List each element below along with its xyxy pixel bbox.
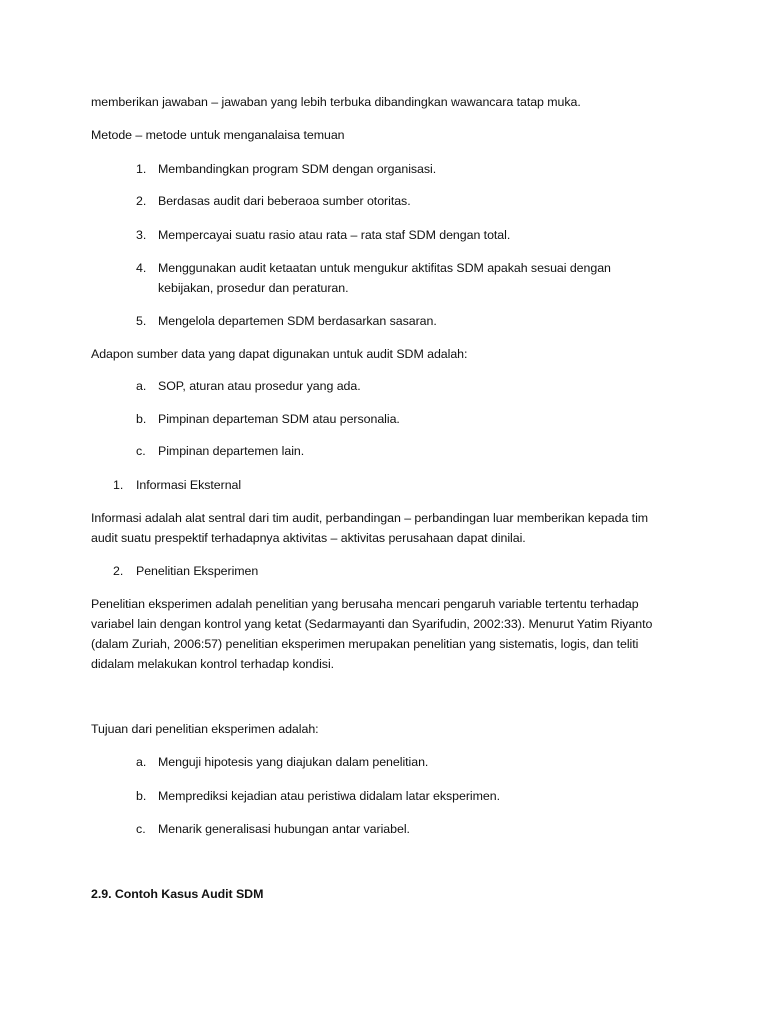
section-title: Informasi Eksternal xyxy=(136,478,242,492)
list-item-text: Pimpinan departeman SDM atau personalia. xyxy=(158,412,400,426)
methods-intro: Metode – metode untuk menganalaisa temuan xyxy=(91,128,345,142)
paragraph-line: Penelitian eksperimen adalah penelitian yang berusaha mencari pengaruh variable tertentu terhadap xyxy=(91,597,639,611)
sources-intro: Adapon sumber data yang dapat digunakan untuk audit SDM adalah: xyxy=(91,347,468,361)
paragraph-line: variabel lain dengan kontrol yang ketat (Sedarmayanti dan Syarifudin, 2002:33). Menurut Yatim Riyanto xyxy=(91,617,653,631)
goals-intro: Tujuan dari penelitian eksperimen adalah: xyxy=(91,722,319,736)
section-title: Penelitian Eksperimen xyxy=(136,564,259,578)
list-marker: c. xyxy=(136,822,146,836)
list-marker: 4. xyxy=(136,261,147,275)
paragraph-line: audit suatu prespektif terhadapnya aktivitas – aktivitas perusahaan dapat dinilai. xyxy=(91,531,526,545)
paragraph-line: Informasi adalah alat sentral dari tim audit, perbandingan – perbandingan luar memberikan kepada tim xyxy=(91,511,649,525)
list-item-text: Pimpinan departemen lain. xyxy=(158,444,305,458)
list-marker: 1. xyxy=(136,162,147,176)
list-marker: 5. xyxy=(136,314,147,328)
list-item-text: Menguji hipotesis yang diajukan dalam penelitian. xyxy=(158,755,429,769)
section-heading: 2.9. Contoh Kasus Audit SDM xyxy=(91,887,264,901)
paragraph-line: (dalam Zuriah, 2006:57) penelitian eksperimen merupakan penelitian yang sistematis, logis, dan teliti xyxy=(91,637,639,651)
section-marker: 2. xyxy=(113,564,124,578)
list-item-text: SOP, aturan atau prosedur yang ada. xyxy=(158,379,361,393)
paragraph-line: didalam melakukan kontrol terhadap kondisi. xyxy=(91,657,335,671)
list-item-text: Menggunakan audit ketaatan untuk mengukur aktifitas SDM apakah sesuai dengan xyxy=(158,261,611,275)
list-marker: 2. xyxy=(136,194,147,208)
list-marker: b. xyxy=(136,789,147,803)
list-marker: b. xyxy=(136,412,147,426)
list-item-text: Mempercayai suatu rasio atau rata – rata staf SDM dengan total. xyxy=(158,228,511,242)
list-item-text: Berdasas audit dari beberaoa sumber otoritas. xyxy=(158,194,411,208)
list-item-text: Menarik generalisasi hubungan antar variabel. xyxy=(158,822,410,836)
list-item-text: Mengelola departemen SDM berdasarkan sasaran. xyxy=(158,314,437,328)
list-item-text: Membandingkan program SDM dengan organisasi. xyxy=(158,162,437,176)
list-marker: a. xyxy=(136,755,147,769)
list-item-text: Memprediksi kejadian atau peristiwa didalam latar eksperimen. xyxy=(158,789,500,803)
list-item-text-continued: kebijakan, prosedur dan peraturan. xyxy=(158,281,349,295)
list-marker: 3. xyxy=(136,228,147,242)
list-marker: c. xyxy=(136,444,146,458)
list-marker: a. xyxy=(136,379,147,393)
intro-line: memberikan jawaban – jawaban yang lebih terbuka dibandingkan wawancara tatap muka. xyxy=(91,95,581,109)
section-marker: 1. xyxy=(113,478,124,492)
